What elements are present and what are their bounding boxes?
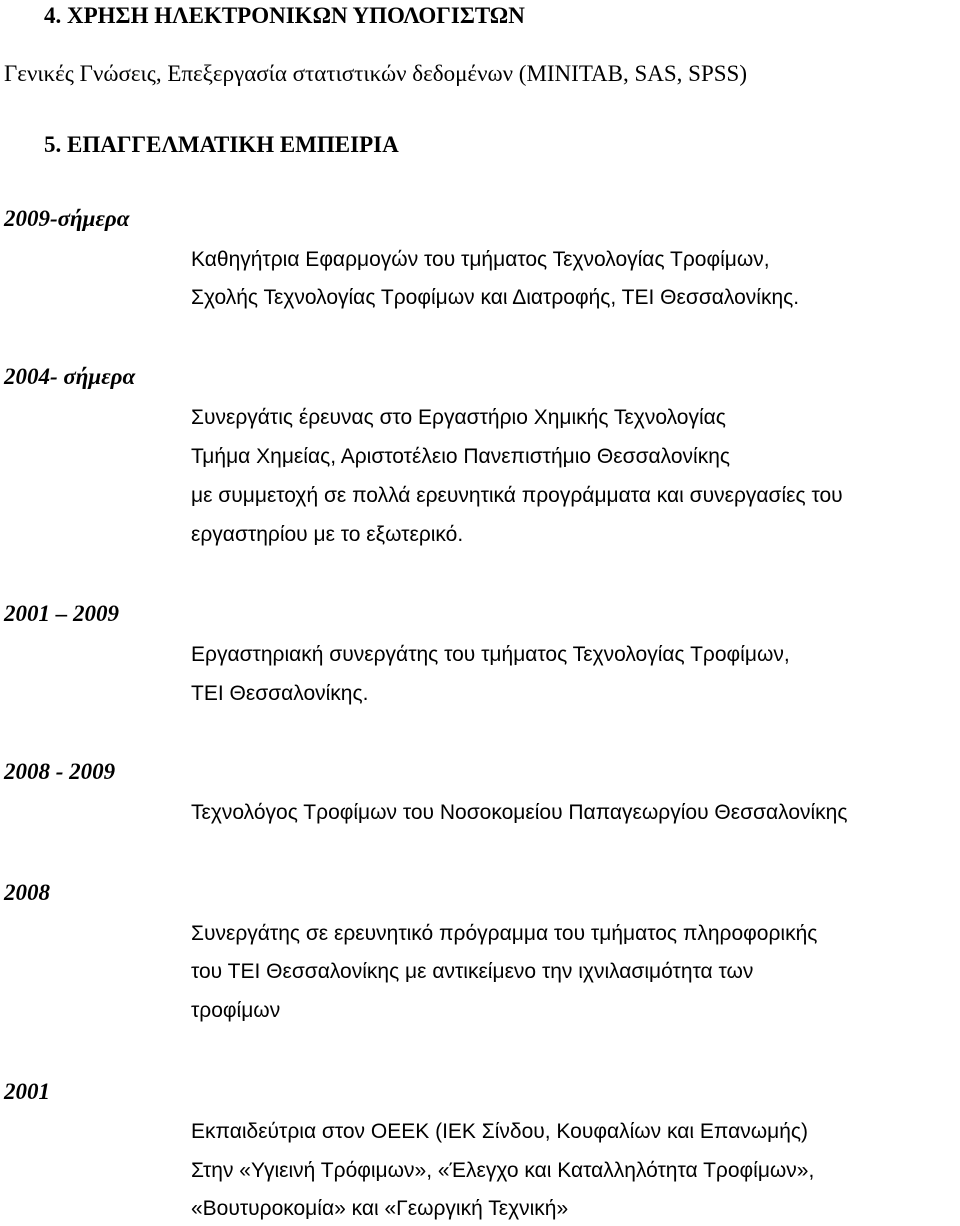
section-5-heading: 5. ΕΠΑΓΓΕΛΜΑΤΙΚΗ ΕΜΠΕΙΡΙΑ — [44, 132, 399, 157]
section-4-text: Γενικές Γνώσεις, Επεξεργασία στατιστικών δεδομένων (MINITAB, SAS, SPSS) — [4, 61, 747, 86]
entry-5-line-2: του ΤΕΙ Θεσσαλονίκης με αντικείμενο την ιχνιλασιμότητα των — [191, 960, 754, 983]
entry-2-line-1: Συνεργάτις έρευνας στο Εργαστήριο Χημικής Τεχνολογίας — [191, 406, 726, 429]
entry-5-line-1: Συνεργάτης σε ερευνητικό πρόγραμμα του τμήματος πληροφορικής — [191, 922, 818, 945]
entry-4-line-1: Τεχνολόγος Τροφίμων του Νοσοκομείου Παπαγεωργίου Θεσσαλονίκης — [191, 801, 848, 824]
entry-6-line-1: Εκπαιδεύτρια στον ΟΕΕΚ (ΙΕΚ Σίνδου, Κουφαλίων και Επανωμής) — [191, 1120, 809, 1143]
section-4-heading: 4. ΧΡΗΣΗ ΗΛΕΚΤΡΟΝΙΚΩΝ ΥΠΟΛΟΓΙΣΤΩΝ — [44, 3, 525, 28]
entry-2-line-3: με συμμετοχή σε πολλά ερευνητικά προγράμματα και συνεργασίες του — [191, 484, 843, 507]
entry-5-line-3: τροφίμων — [191, 999, 281, 1022]
entry-5-dates: 2008 — [4, 880, 50, 905]
entry-3-dates: 2001 – 2009 — [4, 601, 119, 626]
entry-6-line-2: Στην «Υγιεινή Τρόφιμων», «Έλεγχο και Καταλληλότητα Τροφίμων», — [191, 1159, 815, 1182]
entry-4-dates: 2008 - 2009 — [4, 759, 116, 784]
entry-1-line-2: Σχολής Τεχνολογίας Τροφίμων και Διατροφής, ΤΕΙ Θεσσαλονίκης. — [191, 286, 800, 309]
entry-1-line-1: Καθηγήτρια Εφαρμογών του τμήματος Τεχνολογίας Τροφίμων, — [191, 248, 770, 271]
entry-3-line-2: ΤΕΙ Θεσσαλονίκης. — [191, 682, 369, 705]
entry-1-dates: 2009-σήμερα — [4, 206, 130, 231]
entry-3-line-1: Εργαστηριακή συνεργάτης του τμήματος Τεχνολογίας Τροφίμων, — [191, 643, 790, 666]
entry-2-line-2: Τμήμα Χημείας, Αριστοτέλειο Πανεπιστήμιο Θεσσαλονίκης — [191, 445, 731, 468]
entry-6-dates: 2001 — [4, 1079, 50, 1104]
entry-6-line-3: «Βουτυροκομία» και «Γεωργική Τεχνική» — [191, 1197, 569, 1220]
entry-2-line-4: εργαστηρίου με το εξωτερικό. — [191, 523, 464, 546]
entry-2-dates: 2004- σήμερα — [4, 364, 136, 389]
